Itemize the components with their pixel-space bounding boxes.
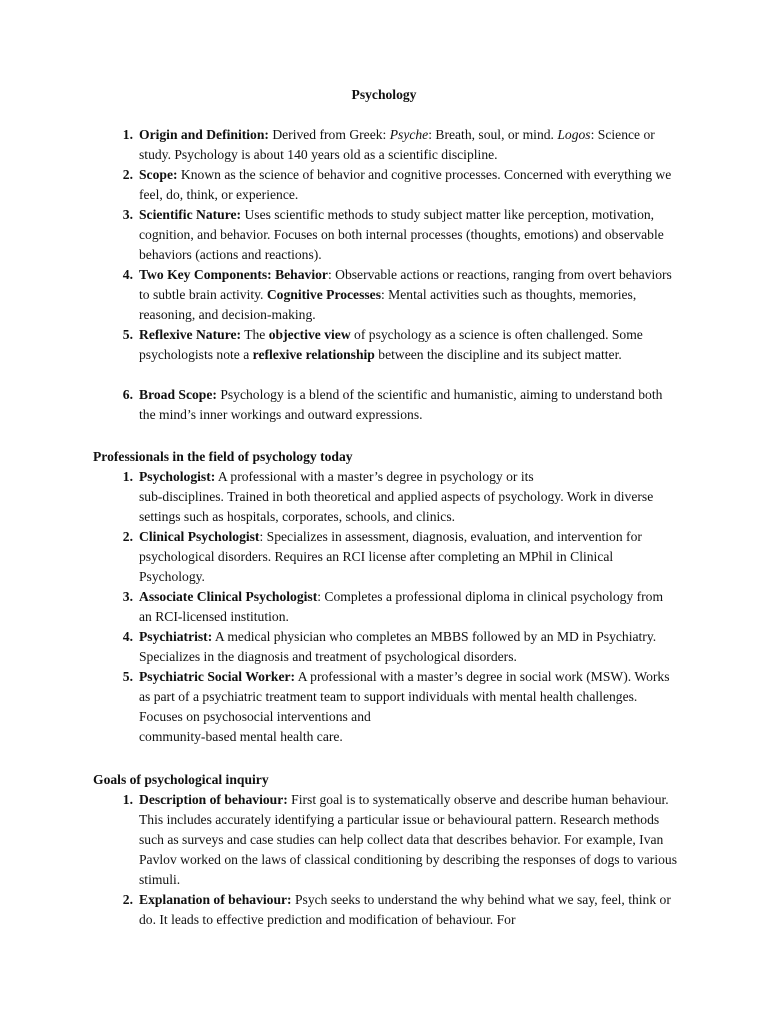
list-item: 2. Scope: Known as the science of behavior and cognitive processes. Concerned with everything we feel, do, think, or experience. (139, 165, 679, 205)
item-label: Reflexive Nature: (139, 327, 242, 342)
item-number: 2. (122, 529, 133, 544)
item-number: 2. (122, 892, 133, 907)
item-label: Scope: (139, 167, 178, 182)
list-item: 2. Explanation of behaviour: Psych seeks to understand the why behind what we say, feel, think or do. It leads to effective prediction and modification of behaviour. For (139, 890, 679, 930)
item-number: 2. (122, 167, 133, 182)
section-heading-professionals: Professionals in the field of psychology today (93, 449, 353, 464)
item-label: Description of behaviour: (139, 792, 288, 807)
item-number: 4. (122, 267, 133, 282)
list-item: 4. Two Key Components: Behavior: Observable actions or reactions, ranging from overt behaviors to subtle brain activity. Cognitive Processes: Mental activities such as thoughts, memories, reasoning, and decision-making. (139, 265, 679, 325)
item-label: Psychiatrist: (139, 629, 213, 644)
item-number: 4. (122, 629, 133, 644)
item-label: Psychiatric Social Worker: (139, 669, 296, 684)
professionals-list (122, 467, 679, 747)
item-number: 1. (122, 792, 133, 807)
item-label: Two Key Components: (139, 267, 272, 282)
item-label: Broad Scope: (139, 387, 217, 402)
list-item: 4. Psychiatrist: A medical physician who completes an MBBS followed by an MD in Psychiatry. Specializes in the diagnosis and treatment of psychological disorders. (139, 627, 679, 667)
item-number: 6. (122, 387, 133, 402)
overview-list (122, 125, 679, 425)
list-item: 5. Psychiatric Social Worker: A professional with a master’s degree in social work (MSW). Works as part of a psychiatric treatment team to support individuals with mental health challenges. Focuses on psychosocial interventions and community-based mental health care. (139, 667, 679, 747)
item-label: Clinical Psychologist (139, 529, 260, 544)
item-label: Scientific Nature: (139, 207, 242, 222)
item-label: Psychologist: (139, 469, 216, 484)
page-title: Psychology (351, 87, 417, 102)
list-item: 5. Reflexive Nature: The objective view of psychology as a science is often challenged. Some psychologists note a reflexive relationship between the discipline and its subject matter. (139, 325, 679, 385)
item-number: 5. (122, 327, 133, 342)
list-item: 1. Psychologist: A professional with a master’s degree in psychology or its sub-disciplines. Trained in both theoretical and applied aspects of psychology. Work in diverse settings such as hospitals, corporates, schools, and clinics. (139, 467, 679, 527)
item-label: Explanation of behaviour: (139, 892, 292, 907)
list-item: 1. Origin and Definition: Derived from Greek: Psyche: Breath, soul, or mind. Logos: Science or study. Psychology is about 140 years old as a scientific discipline. (139, 125, 679, 165)
list-item: 3. Associate Clinical Psychologist: Completes a professional diploma in clinical psychology from an RCI-licensed institution. (139, 587, 679, 627)
item-number: 1. (122, 127, 133, 142)
list-item: 2. Clinical Psychologist: Specializes in assessment, diagnosis, evaluation, and intervention for psychological disorders. Requires an RCI license after completing an MPhil in Clinical Psychology. (139, 527, 679, 587)
item-number: 5. (122, 669, 133, 684)
item-number: 1. (122, 469, 133, 484)
list-item: 6. Broad Scope: Psychology is a blend of the scientific and humanistic, aiming to understand both the mind’s inner workings and outward expressions. (139, 385, 679, 425)
list-item: 1. Description of behaviour: First goal is to systematically observe and describe human behaviour. This includes accurately identifying a particular issue or behavioural pattern. Research methods such as surveys and case studies can help collect data that describes behavior. For example, Ivan Pavlov worked on the laws of classical conditioning by describing the responses of dogs to various stimuli. (139, 790, 679, 890)
item-number: 3. (122, 207, 133, 222)
item-label: Origin and Definition: (139, 127, 269, 142)
list-item: 3. Scientific Nature: Uses scientific methods to study subject matter like perception, motivation, cognition, and behavior. Focuses on both internal processes (thoughts, emotions) and observable behaviors (actions and reactions). (139, 205, 679, 265)
goals-list (122, 790, 679, 930)
item-label: Associate Clinical Psychologist (139, 589, 318, 604)
item-number: 3. (122, 589, 133, 604)
section-heading-goals: Goals of psychological inquiry (93, 772, 269, 787)
